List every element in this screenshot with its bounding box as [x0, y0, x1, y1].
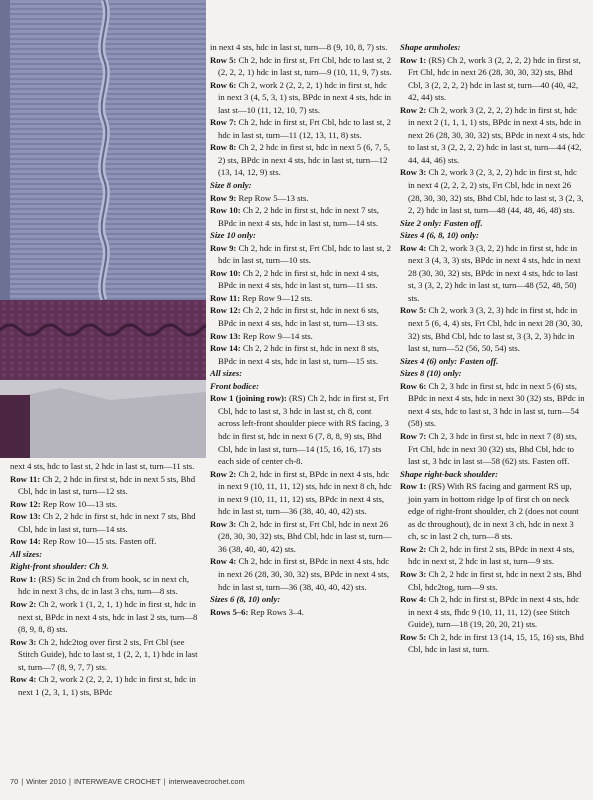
section-heading: Sizes 4 (6) only: Fasten off.	[400, 355, 499, 366]
instruction-paragraph: Row 7: Ch 2, 3 hdc in first st, hdc in next 7 (8) sts, Frt Cbl, hdc in next 30 (32) sts, Bhd Cbl, hdc to last st, 3 hdc in last st—58 (62) sts. Fasten off.	[400, 430, 577, 467]
row-label: Row 4:	[400, 594, 427, 605]
instruction-paragraph: Row 2: Ch 2, hdc in first 2 sts, BPdc in next 4 sts, hdc in next st, 2 hdc in last st, turn—9 sts.	[400, 543, 575, 567]
instruction-paragraph: Row 2: Ch 2, work 1 (1, 2, 1, 1) hdc in first st, hdc in next st, BPdc in next 4 sts, hdc in last 2 sts, turn—8 (8, 9, 8, 8) sts.	[10, 599, 198, 635]
footer-separator: |	[21, 777, 24, 786]
instruction-paragraph: Row 6: Ch 2, work 2 (2, 2, 2, 1) hdc in first st, hdc in next 3 (4, 5, 3, 1) sts, BPdc in next 4 sts, hdc in last st—10 (11, 12, 10, 7) sts.	[210, 79, 392, 115]
row-label: Row 4:	[210, 556, 237, 567]
row-label: Row 6:	[210, 79, 237, 90]
instruction-paragraph: Row 4: Ch 2, hdc in first st, BPdc in next 4 sts, hdc in next 4 sts, fhdc 9 (10, 11, 11, 12) (see Stitch Guide), turn—18 (19, 20, 20, 21) sts.	[400, 594, 580, 630]
row-label: Row 10:	[210, 267, 241, 278]
instruction-paragraph: Row 13: Rep Row 9—14 sts.	[210, 330, 313, 341]
instruction-paragraph: Row 5: Ch 2, hdc in first st, Frt Cbl, hdc to last st, 2 (2, 2, 2, 1) hdc in last st, turn—9 (10, 11, 9, 7) sts.	[210, 54, 392, 78]
instruction-paragraph: Row 2: Ch 2, hdc in first st, BPdc in next 4 sts, hdc in next 9 (10, 11, 11, 12) sts, hdc in next 8 ch, hdc in next 9 (10, 11, 11, 12) sts, BPdc in next 4 sts, hdc in last st, turn—36 (38, 40, 40, 42) sts.	[210, 468, 392, 517]
instruction-paragraph: Row 12: Rep Row 10—13 sts.	[10, 498, 118, 509]
instruction-paragraph: Row 3: Ch 2, 2 hdc in first st, hdc in next 2 sts, Bhd Cbl, hdc2tog, turn—9 sts.	[400, 568, 582, 592]
instruction-paragraph: Row 5: Ch 2, work 3 (3, 2, 3) hdc in first st, hdc in next 5 (6, 4, 4) sts, Frt Cbl, hdc in next 28 (30, 30, 32) sts, Bhd Cbl, hdc to last st, 3 (3, 2, 3) hdc in last st, turn—52 (56, 50, 54) sts.	[400, 305, 583, 354]
row-label: Row 2:	[10, 599, 37, 610]
row-label: Row 8:	[210, 142, 237, 153]
instruction-paragraph: Row 10: Ch 2, 2 hdc in first st, hdc in next 4 sts, BPdc in next 4 sts, hdc in last st, turn—11 sts.	[210, 267, 379, 291]
row-label: Row 12:	[10, 498, 41, 509]
instruction-paragraph: next 4 sts, hdc to last st, 2 hdc in last st, turn—11 sts.	[10, 461, 195, 471]
instructions-column-1	[10, 460, 202, 698]
row-label: Rows 5–6:	[210, 606, 249, 617]
instruction-paragraph: Row 1: (RS) With RS facing and garment RS up, join yarn in bottom ridge lp of first ch on neck edge of right-front shoulder, ch 2 (does not count as dc throughout), dc in next 3 ch, hdc in next 3 ch, sc in last 2 ch, turn—8 sts.	[400, 481, 579, 542]
instruction-paragraph: Row 11: Rep Row 9—12 sts.	[210, 292, 313, 303]
row-label: Row 7:	[210, 117, 237, 128]
instruction-paragraph: Row 3: Ch 2, hdc2tog over first 2 sts, Frt Cbl (see Stitch Guide), hdc to last st, 1 (2, 2, 1, 1) hdc in last st, turn—7 (8, 9, 7, 7) sts.	[10, 636, 198, 672]
row-label: Row 3:	[210, 518, 237, 529]
instruction-paragraph: Row 4: Ch 2, work 3 (3, 2, 2) hdc in first st, hdc in next 3 (4, 3, 3) sts, BPdc in next 4 sts, hdc in next 28 (30, 30, 32) sts, BPdc in next 4 sts, hdc to last st, 3 (3, 2, 2) hdc in last st, turn—48 (52, 48, 50) sts.	[400, 242, 581, 303]
row-label: Row 3:	[10, 636, 37, 647]
section-heading: Size 10 only:	[210, 230, 256, 241]
section-heading: All sizes:	[210, 368, 243, 379]
row-label: Row 3:	[400, 167, 427, 178]
instruction-paragraph: Row 4: Ch 2, hdc in first st, BPdc in next 4 sts, hdc in next 26 (28, 30, 30, 32) sts, BPdc in next 4 sts, hdc in last st, turn—36 (38, 40, 40, 42) sts.	[210, 556, 390, 592]
instruction-paragraph: Rows 5–6: Rep Rows 3–4.	[210, 606, 304, 617]
row-label: Row 4:	[10, 674, 37, 685]
instruction-paragraph: Row 2: Ch 2, work 3 (2, 2, 2, 2) hdc in first st, hdc in next 2 (1, 1, 1, 1) sts, BPdc in next 4 sts, hdc in next 26 (28, 30, 30, 32) sts, BPdc in next 4 sts, hdc to last st, 3 (2, 2, 2, 2) hdc in last st, turn—44 (42, 44, 44, 46) sts.	[400, 104, 585, 165]
issue-date: Winter 2010	[26, 777, 67, 786]
instruction-paragraph: Row 8: Ch 2, 2 hdc in first st, hdc in next 5 (6, 7, 5, 2) sts, BPdc in next 4 sts, hdc in last st, turn—12 (13, 14, 12, 9) sts.	[210, 142, 391, 178]
garment-photo	[0, 0, 206, 458]
footer-separator: |	[69, 777, 71, 786]
section-heading: Sizes 8 (10) only:	[400, 368, 462, 379]
row-label: Row 9:	[210, 192, 237, 203]
row-label: Row 14:	[10, 536, 41, 547]
row-label: Row 13:	[210, 330, 241, 341]
instruction-paragraph: Row 13: Ch 2, 2 hdc in first st, hdc in next 7 sts, Bhd Cbl, hdc in last st, turn—14 sts.	[10, 511, 196, 534]
instruction-paragraph: Row 14: Rep Row 10—15 sts. Fasten off.	[10, 536, 157, 547]
section-heading: All sizes:	[10, 548, 43, 559]
instructions-column-3	[400, 41, 585, 656]
section-heading: Front bodice:	[210, 380, 259, 391]
instruction-paragraph: Row 5: Ch 2, hdc in first 13 (14, 15, 15, 16) sts, Bhd Cbl, hdc in last st, turn.	[400, 631, 584, 655]
instruction-paragraph: Row 1 (joining row): (RS) Ch 2, hdc in first st, Frt Cbl, hdc to last st, 3 hdc in last st, ch 8, cont across left-front shoulder piece with RS facing, 3 hdc in first st, hdc in next 6 (7, 8, 8, 9) sts, Bhd Cbl, hdc in last st, turn—14 (15, 16, 16, 17) sts each side of center ch-8.	[210, 393, 389, 467]
row-label: Row 1 (joining row):	[210, 393, 287, 404]
instruction-paragraph: Row 11: Ch 2, 2 hdc in first st, hdc in next 5 sts, Bhd Cbl, hdc in last st, turn—12 sts.	[10, 473, 196, 497]
row-label: Row 1:	[10, 573, 37, 584]
instruction-paragraph: Row 9: Rep Row 5—13 sts.	[210, 192, 309, 203]
row-label: Row 5:	[400, 305, 427, 316]
row-label: Row 4:	[400, 242, 427, 253]
row-label: Row 5:	[210, 54, 237, 65]
section-heading: Shape armholes:	[400, 42, 461, 52]
row-label: Row 13:	[10, 511, 41, 522]
crochet-swatch-image	[0, 0, 206, 458]
row-label: Row 2:	[210, 468, 237, 479]
instruction-paragraph: Row 1: (RS) Sc in 2nd ch from hook, sc in next ch, hdc in next 3 chs, dc in last 3 chs, turn—8 sts.	[10, 573, 190, 597]
instruction-paragraph: Row 14: Ch 2, 2 hdc in first st, hdc in next 8 sts, BPdc in next 4 sts, hdc in last st, turn—15 sts.	[210, 343, 379, 366]
row-label: Row 7:	[400, 430, 427, 441]
section-heading: Sizes 4 (6, 8, 10) only:	[400, 230, 479, 241]
row-label: Row 1:	[400, 54, 427, 65]
instruction-paragraph: in next 4 sts, hdc in last st, turn—8 (9, 10, 8, 7) sts.	[210, 42, 388, 52]
instructions-column-2	[210, 41, 393, 618]
row-label: Row 2:	[400, 543, 427, 554]
row-label: Row 11:	[10, 473, 41, 484]
instruction-paragraph: Row 3: Ch 2, hdc in first st, Frt Cbl, hdc in next 26 (28, 30, 30, 32) sts, Bhd Cbl, hdc in last st, turn—36 (38, 40, 40, 42) sts.	[210, 518, 392, 554]
section-heading: Shape right-back shoulder:	[400, 468, 498, 479]
instruction-paragraph: Row 6: Ch 2, 3 hdc in first st, hdc in next 5 (6) sts, BPdc in next 4 sts, hdc in next 30 (32) sts, BPdc in next 4 sts, hdc to last st, 3 hdc in last st, turn—54 (58) sts.	[400, 380, 585, 429]
row-label: Row 6:	[400, 380, 427, 391]
instruction-paragraph: Row 4: Ch 2, work 2 (2, 2, 2, 1) hdc in first st, hdc in next 1 (2, 3, 1, 1) sts, BPdc	[10, 674, 196, 697]
page-number: 70	[10, 777, 19, 786]
instruction-paragraph: Row 1: (RS) Ch 2, work 3 (2, 2, 2, 2) hdc in first st, Frt Cbl, hdc in next 26 (28, 30, 30, 32) sts, Bhd Cbl, 3 (2, 2, 2, 2) hdc in last st, turn—40 (40, 42, 42, 44) sts.	[400, 54, 581, 103]
magazine-name: INTERWEAVE CROCHET	[73, 777, 161, 786]
instruction-paragraph: Row 10: Ch 2, 2 hdc in first st, hdc in next 7 sts, BPdc in next 4 sts, hdc in last st, turn—14 sts.	[210, 205, 379, 228]
row-label: Row 12:	[210, 305, 241, 316]
instruction-paragraph: Row 12: Ch 2, 2 hdc in first st, hdc in next 6 sts, BPdc in next 4 sts, hdc in last st, turn—13 sts.	[210, 305, 379, 329]
instruction-paragraph: Row 7: Ch 2, hdc in first st, Frt Cbl, hdc to last st, 2 hdc in last st, turn—11 (12, 13, 11, 8) sts.	[210, 117, 391, 140]
footer-separator: |	[163, 777, 166, 786]
section-heading: Right-front shoulder: Ch 9.	[10, 561, 109, 572]
section-heading: Size 8 only:	[210, 180, 252, 191]
instruction-paragraph: Row 3: Ch 2, work 3 (2, 3, 2, 2) hdc in first st, hdc in next 4 (2, 2, 2, 2) sts, Frt Cbl, hdc in next 26 (28, 30, 30, 32) sts, Bhd Cbl, hdc to last st, 3 (2, 3, 2, 2) hdc in last st, turn—48 (44, 48, 46, 48) sts.	[400, 167, 584, 216]
page-footer	[10, 777, 245, 786]
row-label: Row 14:	[210, 343, 241, 354]
row-label: Row 10:	[210, 205, 241, 216]
row-label: Row 1:	[400, 481, 427, 492]
row-label: Row 11:	[210, 292, 241, 303]
instruction-paragraph: Row 9: Ch 2, hdc in first st, Frt Cbl, hdc to last st, 2 hdc in last st, turn—10 sts.	[210, 242, 391, 266]
row-label: Row 5:	[400, 631, 427, 642]
section-heading: Sizes 6 (8, 10) only:	[210, 594, 281, 605]
row-label: Row 2:	[400, 104, 427, 115]
website-url: interweavecrochet.com	[168, 777, 245, 786]
row-label: Row 9:	[210, 242, 237, 253]
row-label: Row 3:	[400, 568, 427, 579]
section-heading: Size 2 only: Fasten off.	[400, 217, 483, 228]
